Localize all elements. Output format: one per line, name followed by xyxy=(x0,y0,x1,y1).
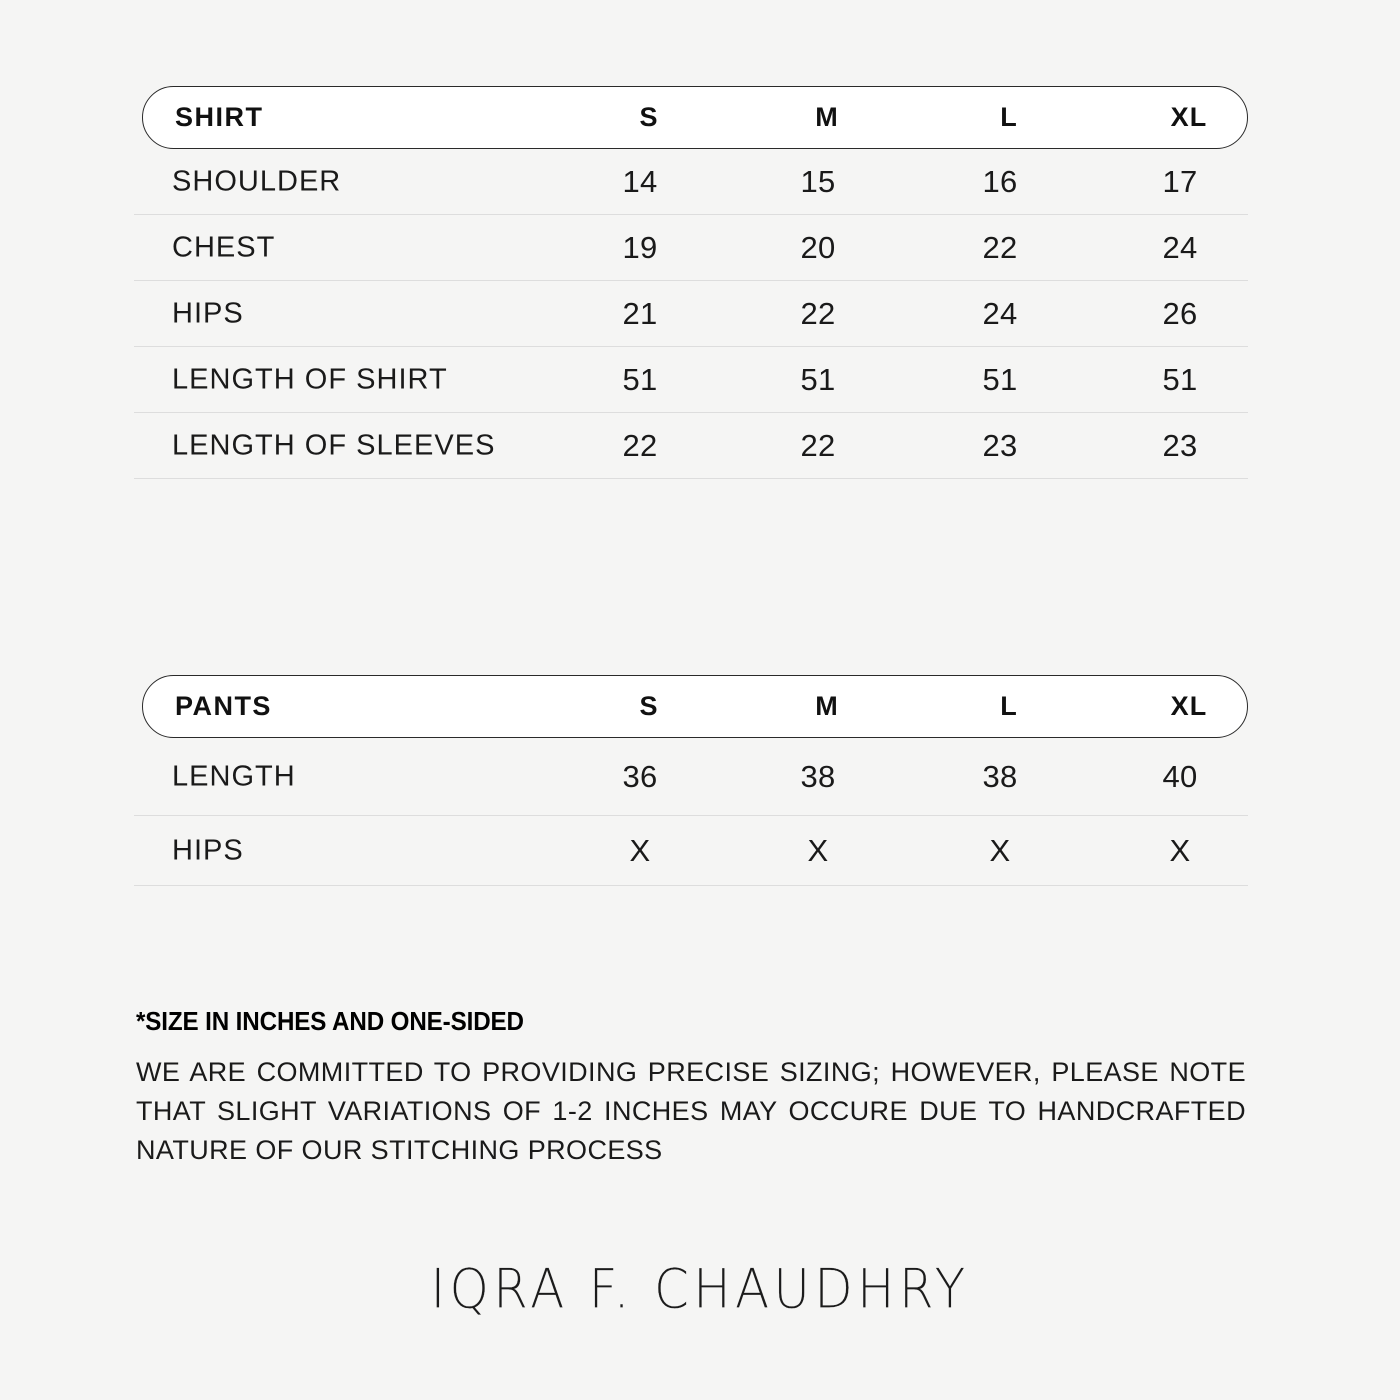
shirt-size-table xyxy=(134,86,1248,479)
pants-header-size-xl: XL xyxy=(1170,691,1208,721)
cell-pants-hips-l: X xyxy=(989,832,1011,868)
cell-hips-s: 21 xyxy=(622,295,658,331)
cell-pants-hips-m: X xyxy=(807,832,829,868)
shirt-header-size-m: M xyxy=(815,102,839,132)
cell-length-of-shirt-l: 51 xyxy=(982,361,1018,397)
table-row xyxy=(134,281,1248,347)
table-row xyxy=(134,738,1248,816)
table-row xyxy=(134,215,1248,281)
shirt-header-size-xl: XL xyxy=(1170,102,1208,132)
cell-chest-s: 19 xyxy=(622,229,658,265)
pants-header-size-l: L xyxy=(1000,691,1018,721)
shirt-header-size-l: L xyxy=(1000,102,1018,132)
cell-pants-length-m: 38 xyxy=(800,758,836,794)
pants-header-size-m: M xyxy=(815,691,839,721)
row-label-pants-hips: HIPS xyxy=(172,834,244,866)
pants-header-size-s: S xyxy=(639,691,659,721)
cell-length-of-sleeves-m: 22 xyxy=(800,427,836,463)
cell-hips-xl: 26 xyxy=(1162,295,1198,331)
cell-length-of-shirt-xl: 51 xyxy=(1162,361,1198,397)
row-label-length-of-shirt: LENGTH OF SHIRT xyxy=(172,363,448,395)
cell-hips-m: 22 xyxy=(800,295,836,331)
cell-pants-length-l: 38 xyxy=(982,758,1018,794)
table-row xyxy=(134,347,1248,413)
cell-chest-l: 22 xyxy=(982,229,1018,265)
row-label-pants-length: LENGTH xyxy=(172,760,296,792)
cell-hips-l: 24 xyxy=(982,295,1018,331)
pants-table-header-label: PANTS xyxy=(175,691,272,721)
shirt-table-body xyxy=(134,149,1248,479)
pants-table-header-row xyxy=(142,675,1248,738)
cell-shoulder-m: 15 xyxy=(800,163,836,199)
brand-logo: IQRA F. CHAUDHRY xyxy=(430,1258,970,1321)
row-label-hips: HIPS xyxy=(172,297,244,329)
shirt-table-header-row xyxy=(142,86,1248,149)
cell-length-of-shirt-s: 51 xyxy=(622,361,658,397)
cell-shoulder-xl: 17 xyxy=(1162,163,1198,199)
cell-pants-hips-s: X xyxy=(629,832,651,868)
shirt-header-size-s: S xyxy=(639,102,659,132)
row-label-length-of-sleeves: LENGTH OF SLEEVES xyxy=(172,429,496,461)
table-row xyxy=(134,149,1248,215)
cell-length-of-sleeves-l: 23 xyxy=(982,427,1018,463)
cell-length-of-sleeves-s: 22 xyxy=(622,427,658,463)
cell-pants-hips-xl: X xyxy=(1169,832,1191,868)
cell-pants-length-s: 36 xyxy=(622,758,658,794)
notes-body: WE ARE COMMITTED TO PROVIDING PRECISE SIZING; HOWEVER, PLEASE NOTE THAT SLIGHT VARIATIONS OF 1-2 INCHES MAY OCCURE DUE TO HANDCRAFTED NATURE OF OUR STITCHING PROCESS xyxy=(136,1057,1246,1165)
notes-heading: *SIZE IN INCHES AND ONE-SIDED xyxy=(136,1006,524,1036)
shirt-table-header-label: SHIRT xyxy=(175,102,264,132)
pants-table-body xyxy=(134,738,1248,886)
pants-size-table xyxy=(134,675,1248,886)
cell-length-of-shirt-m: 51 xyxy=(800,361,836,397)
cell-shoulder-s: 14 xyxy=(622,163,658,199)
table-row xyxy=(134,816,1248,886)
table-row xyxy=(134,413,1248,479)
cell-pants-length-xl: 40 xyxy=(1162,758,1198,794)
cell-shoulder-l: 16 xyxy=(982,163,1018,199)
cell-length-of-sleeves-xl: 23 xyxy=(1162,427,1198,463)
row-label-shoulder: SHOULDER xyxy=(172,165,342,197)
cell-chest-m: 20 xyxy=(800,229,836,265)
row-label-chest: CHEST xyxy=(172,231,276,263)
size-notes xyxy=(136,1006,1248,1170)
cell-chest-xl: 24 xyxy=(1162,229,1198,265)
